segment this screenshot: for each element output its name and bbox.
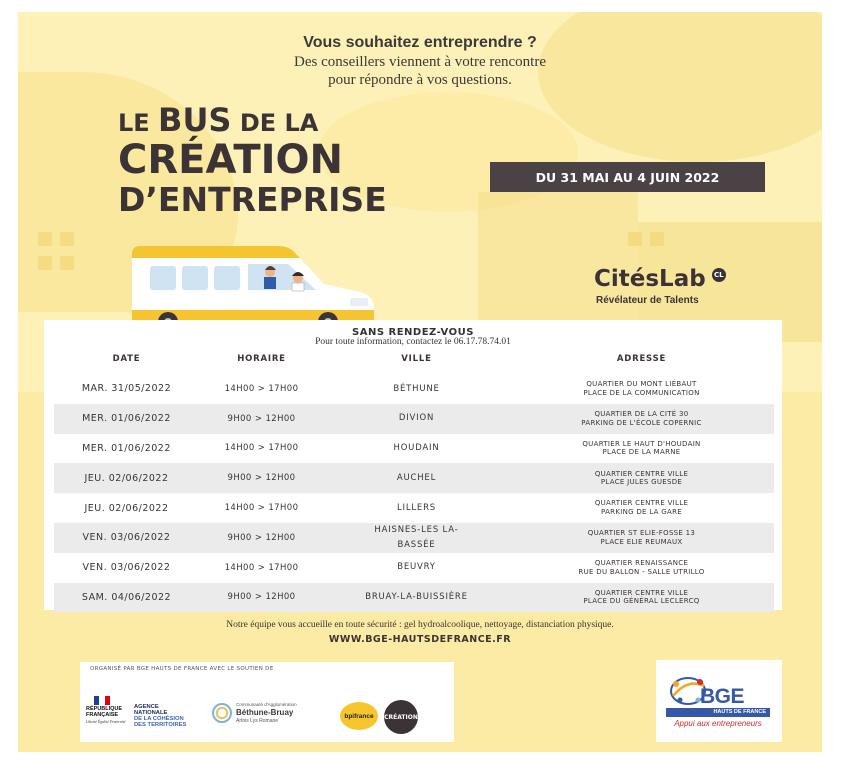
row-date: VEN. 03/06/2022 [82,562,171,574]
intro-question: Vous souhaitez entreprendre ? [303,34,537,51]
safety-note: Notre équipe vous accueille en toute sécurité : gel hydroalcoolique, nettoyage, distanciation physique. [226,620,614,630]
table-row [54,523,774,553]
republique-motto: Liberté Égalité Fraternité [86,720,126,724]
cabbalr-name: Béthune-Bruay [236,708,294,717]
anct-line-2: NATIONALE [134,710,168,717]
row-address-line-2: PARKING DE L'ÉCOLE COPERNIC [581,418,702,427]
background-window [60,232,74,246]
row-hours: 9H00 > 12H00 [227,413,296,424]
background-window [60,256,74,270]
row-date: MAR. 31/05/2022 [81,383,172,395]
table-row [54,583,774,613]
table-row [54,553,774,583]
column-header-date: DATE [112,354,141,364]
citeslab-tagline: Révélateur de Talents [596,295,699,306]
anct-logo [134,704,186,728]
row-address-line-1: QUARTIER LE HAUT D'HOUDAIN [582,439,701,448]
row-city: BRUAY-LA-BUISSIÈRE [365,592,468,603]
table-row [54,493,774,523]
row-city: HAISNES-LES LA-BASSÉE [374,525,459,550]
website-link[interactable]: WWW.BGE-HAUTSDEFRANCE.FR [328,634,512,645]
column-header-hours: HORAIRE [237,354,286,364]
row-address [509,434,774,464]
row-city: DIVION [398,413,435,424]
french-flag-icon [94,696,110,705]
row-hours: 9H00 > 12H00 [227,473,296,484]
row-hours: 14H00 > 17H00 [224,562,299,573]
row-city: LILLERS [397,502,436,513]
row-address-line-2: PARKING DE LA GARE [601,508,682,517]
date-range-badge: DU 31 MAI AU 4 JUIN 2022 [490,162,765,192]
bge-tagline: Appui aux entrepreneurs [674,719,762,728]
schedule-heading: SANS RENDEZ-VOUS [352,327,474,338]
background-window [38,256,52,270]
row-date: JEU. 02/06/2022 [84,472,169,484]
row-date: MER. 01/06/2022 [82,442,171,454]
title-entreprise: D’ENTREPRISE [118,180,387,219]
title-row-1 [118,101,387,139]
row-address-line-2: PLACE JULES GUESDE [600,478,683,487]
creation-logo: CRÉATION [384,700,418,734]
row-hours: 9H00 > 12H00 [227,592,296,603]
poster [18,12,822,752]
row-date: VEN. 03/06/2022 [82,532,171,544]
background-window [650,232,664,246]
schedule-contact: Pour toute information, contactez le 06.17.78.74.01 [315,337,511,347]
background-window [628,232,642,246]
schedule-header [54,354,774,368]
row-address-line-2: RUE DU BALLON - SALLE UTRILLO [578,567,705,576]
citeslab-logo [594,268,726,306]
column-header-city: VILLE [401,354,432,364]
bus-illustration [128,240,378,332]
row-address [509,493,774,523]
bge-region: HAUTS DE FRANCE [666,708,770,717]
row-address-line-1: QUARTIER DU MONT LIÉBAUT [586,380,697,389]
anct-line-4: DES TERRITOIRES [134,722,187,729]
cabbalr-logo [212,702,320,724]
table-row [54,434,774,464]
schedule-rows [54,374,774,612]
bge-logo [656,660,782,742]
row-city: AUCHEL [396,473,437,484]
row-address-line-1: QUARTIER ST ELIE-FOSSE 13 [587,529,696,538]
title-de-la: DE LA [239,109,319,137]
row-date: JEU. 02/06/2022 [84,502,169,514]
title-creation: CRÉATION [118,137,343,183]
row-address [509,404,774,434]
row-hours: 14H00 > 17H00 [224,503,299,514]
intro-line-2: pour répondre à vos questions. [328,72,512,88]
row-address-line-2: PLACE ELIE REUMAUX [600,537,683,546]
schedule-card [44,320,782,610]
title-bus: BUS [158,101,232,139]
anct-line-1: AGENCE [134,704,159,710]
cabbalr-subtitle: Artois Lys Romane [236,718,279,724]
row-date: MER. 01/06/2022 [82,413,171,425]
row-address-line-1: QUARTIER CENTRE VILLE [594,469,689,478]
table-row [54,404,774,434]
republique-francaise-logo [86,696,130,732]
row-city: BEUVRY [397,562,436,573]
row-address-line-1: QUARTIER DE LA CITÉ 30 [594,409,689,418]
anct-line-3: DE LA COHÉSION [134,716,184,723]
row-city: BÉTHUNE [393,383,440,394]
citeslab-name: CitésLab [594,266,706,292]
row-address-line-2: PLACE DE LA COMMUNICATION [583,388,700,397]
cabbalr-emblem-icon [212,703,232,723]
row-address [509,523,774,553]
table-row [54,374,774,404]
row-address-line-1: QUARTIER RENAISSANCE [594,558,689,567]
bge-name: BGE [700,685,745,708]
background-window [38,232,52,246]
row-hours: 14H00 > 17H00 [224,443,299,454]
cabbalr-label: Communauté d'Agglomération [236,702,297,707]
row-address-line-2: PLACE DU GÉNÉRAL LECLERCQ [583,597,700,606]
row-hours: 14H00 > 17H00 [224,383,299,394]
sponsors-panel [80,662,454,742]
row-address [509,553,774,583]
row-address [509,374,774,404]
row-city: HOUDAIN [393,443,440,454]
column-header-address: ADRESSE [616,354,667,364]
title-le: LE [118,109,150,137]
bpifrance-logo: bpifrance [340,702,378,730]
sponsors-label: ORGANISÉ PAR BGE HAUTS DE FRANCE AVEC LE SOUTIEN DE [90,666,274,672]
row-address [509,583,774,613]
citeslab-badge: CL [712,268,726,282]
row-address-line-2: PLACE DE LA MARNE [602,448,681,457]
row-hours: 9H00 > 12H00 [227,532,296,543]
intro-line-1: Des conseillers viennent à votre rencontre [294,54,546,70]
row-address-line-1: QUARTIER CENTRE VILLE [594,588,689,597]
row-address-line-1: QUARTIER CENTRE VILLE [594,499,689,508]
row-address [509,463,774,493]
page-title [118,101,387,219]
table-row [54,463,774,493]
row-date: SAM. 04/06/2022 [81,591,172,603]
republique-label: RÉPUBLIQUE FRANÇAISE [86,706,123,718]
